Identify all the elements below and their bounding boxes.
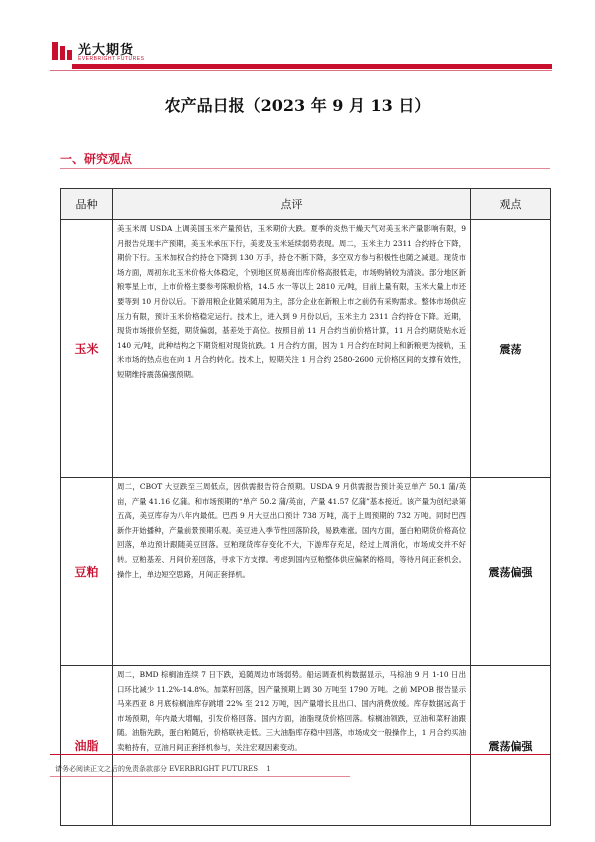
- crop-name: 玉米: [61, 220, 113, 478]
- section-divider: [60, 168, 550, 169]
- logo-text-cn: 光大期货: [78, 43, 135, 58]
- table-row: [61, 666, 551, 826]
- crop-view: 震荡: [471, 220, 551, 478]
- footer-divider: [50, 754, 550, 755]
- crop-view: 震荡偏强: [471, 666, 551, 826]
- crop-comment: 周二，CBOT 大豆跌至三周低点，因供需报告符合预期。USDA 9 月供需报告预计美豆单产 50.1 蒲/英亩，产量 41.16 亿蒲。和市场预期的“单产 50.2 蒲/英亩，产量 41.57 亿蒲”基本接近。该产量为创纪录第五高，美豆库存为八年内最低。巴西 9 月大豆出口预计 738 万吨，高于上周预期的 732 万吨。同时巴西新作开始播种，产量前景预期乐观。美豆进入季节性回落阶段，易跌难涨。国内方面，蛋白粕期货价格高位回落，单边预计跟随美豆回落。豆粕现货库存变化不大，下游库存充足，经过上周消化，市场成交并不好转。豆粕基差、月间价差回落，寻求下方支撑。考虑到国内豆粕整体供应偏紧的格局，等待月间正套机会。操作上，单边短空思路，月间正套择机。: [113, 478, 471, 666]
- table-row: [61, 220, 551, 478]
- header-crop: 品种: [61, 189, 113, 220]
- logo-text-en: EVERBRIGHT FUTURES: [78, 56, 145, 62]
- page-header: [0, 0, 595, 72]
- page-number: 1: [266, 765, 271, 773]
- table-header-row: [61, 189, 551, 220]
- everbright-logo-icon: [50, 40, 74, 62]
- page-footer: [55, 764, 271, 774]
- report-title: 农产品日报（2023 年 9 月 13 日）: [164, 96, 431, 115]
- crop-name: 油脂: [61, 666, 113, 826]
- crop-comment: 周二，BMD 棕榈油连续 7 日下跌，追随周边市场弱势。船运调查机构数据显示，马棕油 9 月 1-10 日出口环比减少 11.2%-14.8%。加菜籽回落，因产量预期上调 30 万吨至 1790 万吨。之前 MPOB 报告显示马来西亚 8 月底棕榈油库存跳增 22% 至 212 万吨，因产量增长且出口、国内消费放缓。库存数据远高于市场预期，年内最大增幅，引发价格回落。国内方面，油脂现货价格回落。棕榈油领跌，豆油和菜籽油跟随。油脂先跌，蛋白粕随后，价格联袂走低。三大油脂库存稳中回落，市场成交一般操作上，1 月合约买油卖粕持有，豆油月间正套择机参与，关注宏观因素变动。: [113, 666, 471, 826]
- crop-view: 震荡偏强: [471, 478, 551, 666]
- crop-name: 豆粕: [61, 478, 113, 666]
- crop-comment: 美玉米周 USDA 上调美国玉米产量预估，玉米期价大跌。夏季的炎热干燥天气对美玉米产量影响有限，9 月报告兑现丰产预期，美玉米承压下行，美麦及玉米延续弱势表现。周二，玉米主力 2311 合约持仓下降，期价下行。玉米加权合约持仓下降到 130 万手，持仓不断下降，多空双方参与积极性也随之减退。现货市场方面，周初东北玉米价格大体稳定，个别地区贸易商出库价格高报低走，市场购销较为清淡。部分地区新粮零星上市，上市价格主要参考陈粮价格，14.5 水一等以上 2810 元/吨，目前上量有限，玉米大量上市还要等到 10 月份以后。下游用粮企业随采随用为主，部分企业在新粮上市之前仍有采购需求。整体市场供应压力有限，预计玉米价格稳定运行。技术上，进入到 9 月份以后，玉米主力 2311 合约持仓下降。近期，现货市场报价坚挺，期货偏弱，基差处于高位。按照目前 11 月合约当前价格计算，11 月合约期货贴水近 140 元/吨，此种结构之下期货相对现货抗跌。1 月合约方面，因为 1 月合约在时间上和新粮更为接轨，玉米市场的热点也在向 1 月合约转化。技术上，短期关注 1 月合约 2580-2600 元价格区间的支撑有效性，短期维持震荡偏强预期。: [113, 220, 471, 478]
- disclaimer-text: 请务必阅读正文之后的免责条款部分 EVERBRIGHT FUTURES: [55, 765, 259, 773]
- header-view: 观点: [471, 189, 551, 220]
- header-divider: [50, 70, 552, 71]
- section-heading: 一、研究观点: [60, 152, 133, 166]
- research-table: [60, 188, 551, 826]
- footer-underline: [50, 776, 350, 777]
- header-comment: 点评: [113, 189, 471, 220]
- table-row: [61, 478, 551, 666]
- header-accent-bar: [72, 64, 552, 69]
